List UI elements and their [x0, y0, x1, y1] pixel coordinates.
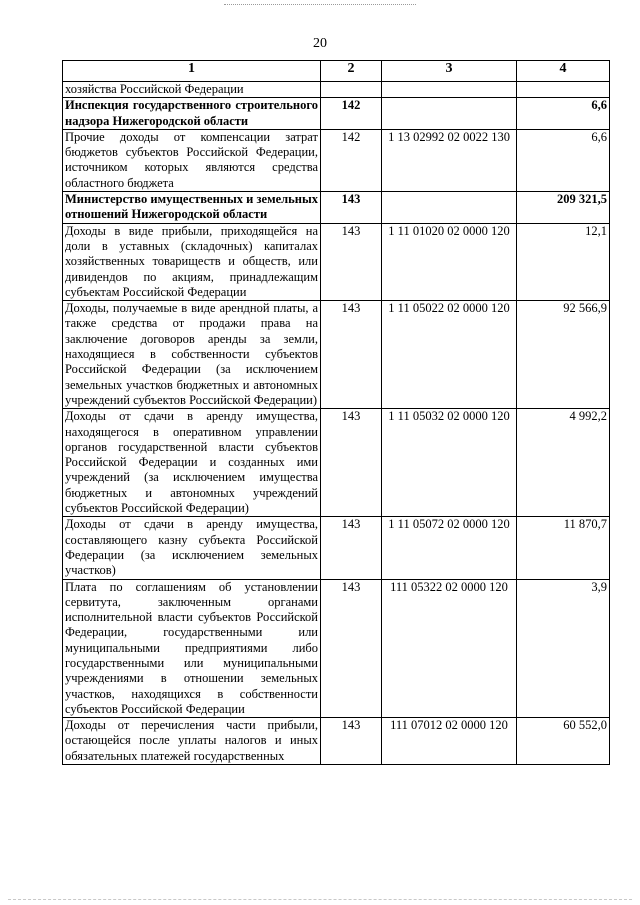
- table-row: [63, 82, 610, 98]
- row-amount-cell: 12,1: [517, 223, 610, 300]
- column-header: 1: [63, 61, 321, 82]
- row-name-cell: Доходы, получаемые в виде арендной платы, а также средства от продажи права на заключение договоров аренды за земли, находящиеся в собственности субъектов Российской Федерации (за исключением земельных участков бюджетных и автономных учреждений субъектов Российской Федерации): [63, 301, 321, 409]
- row-code-cell: 1 11 05032 02 0000 120: [382, 409, 517, 517]
- row-chapter-cell: 143: [321, 192, 382, 224]
- table-row: [63, 129, 610, 191]
- bottom-divider: [8, 899, 632, 900]
- table-row: [63, 192, 610, 224]
- row-chapter-cell: 142: [321, 98, 382, 130]
- row-amount-cell: 3,9: [517, 579, 610, 718]
- row-name-cell: хозяйства Российской Федерации: [63, 82, 321, 98]
- row-name-cell: Доходы от сдачи в аренду имущества, составляющего казну субъекта Российской Федерации (за исключением земельных участков): [63, 517, 321, 579]
- row-name-cell: Доходы от сдачи в аренду имущества, находящегося в оперативном управлении органов государственной власти субъектов Российской Федерации и созданных ими учреждений (за исключением имущества бюджетных и автономных учреждений субъектов Российской Федерации): [63, 409, 321, 517]
- row-code-cell: 1 11 01020 02 0000 120: [382, 223, 517, 300]
- row-amount-cell: [517, 82, 610, 98]
- row-code-cell: [382, 82, 517, 98]
- row-amount-cell: 6,6: [517, 98, 610, 130]
- row-code-cell: 111 05322 02 0000 120: [382, 579, 517, 718]
- row-chapter-cell: 143: [321, 517, 382, 579]
- row-name-cell: Прочие доходы от компенсации затрат бюджетов субъектов Российской Федерации, источником которых являются средства областного бюджета: [63, 129, 321, 191]
- row-name-cell: Плата по соглашениям об установлении сервитута, заключенным органами исполнительной власти субъектов Российской Федерации, государственными или муниципальными предприятиями либо государственными или муниципальными учреждениями в отношении земельных участков, находящихся в собственности субъектов Российской Федерации: [63, 579, 321, 718]
- row-name-cell: Доходы в виде прибыли, приходящейся на доли в уставных (складочных) капиталах хозяйственных товариществ и обществ, или дивидендов по акциям, принадлежащим субъектам Российской Федерации: [63, 223, 321, 300]
- row-name-cell: Доходы от перечисления части прибыли, остающейся после уплаты налогов и иных обязательных платежей государственных: [63, 718, 321, 765]
- row-code-cell: 1 11 05072 02 0000 120: [382, 517, 517, 579]
- row-amount-cell: 209 321,5: [517, 192, 610, 224]
- row-code-cell: 1 13 02992 02 0022 130: [382, 129, 517, 191]
- row-chapter-cell: 143: [321, 301, 382, 409]
- row-amount-cell: 92 566,9: [517, 301, 610, 409]
- table-row: [63, 517, 610, 579]
- row-amount-cell: 60 552,0: [517, 718, 610, 765]
- column-header: 2: [321, 61, 382, 82]
- table-row: [63, 301, 610, 409]
- row-chapter-cell: [321, 82, 382, 98]
- row-chapter-cell: 143: [321, 409, 382, 517]
- row-chapter-cell: 142: [321, 129, 382, 191]
- revenue-table: [62, 60, 610, 765]
- table-row: [63, 223, 610, 300]
- row-amount-cell: 6,6: [517, 129, 610, 191]
- row-name-cell: Министерство имущественных и земельных отношений Нижегородской области: [63, 192, 321, 224]
- row-chapter-cell: 143: [321, 718, 382, 765]
- column-header: 4: [517, 61, 610, 82]
- table-row: [63, 579, 610, 718]
- row-name-cell: Инспекция государственного строительного надзора Нижегородской области: [63, 98, 321, 130]
- page-number: 20: [313, 36, 327, 51]
- row-amount-cell: 11 870,7: [517, 517, 610, 579]
- row-code-cell: 111 07012 02 0000 120: [382, 718, 517, 765]
- table-row: [63, 409, 610, 517]
- row-code-cell: 1 11 05022 02 0000 120: [382, 301, 517, 409]
- table-header-row: [63, 61, 610, 82]
- row-code-cell: [382, 98, 517, 130]
- row-chapter-cell: 143: [321, 223, 382, 300]
- top-divider: [224, 4, 416, 5]
- column-header: 3: [382, 61, 517, 82]
- table-row: [63, 98, 610, 130]
- row-amount-cell: 4 992,2: [517, 409, 610, 517]
- row-code-cell: [382, 192, 517, 224]
- row-chapter-cell: 143: [321, 579, 382, 718]
- table-row: [63, 718, 610, 765]
